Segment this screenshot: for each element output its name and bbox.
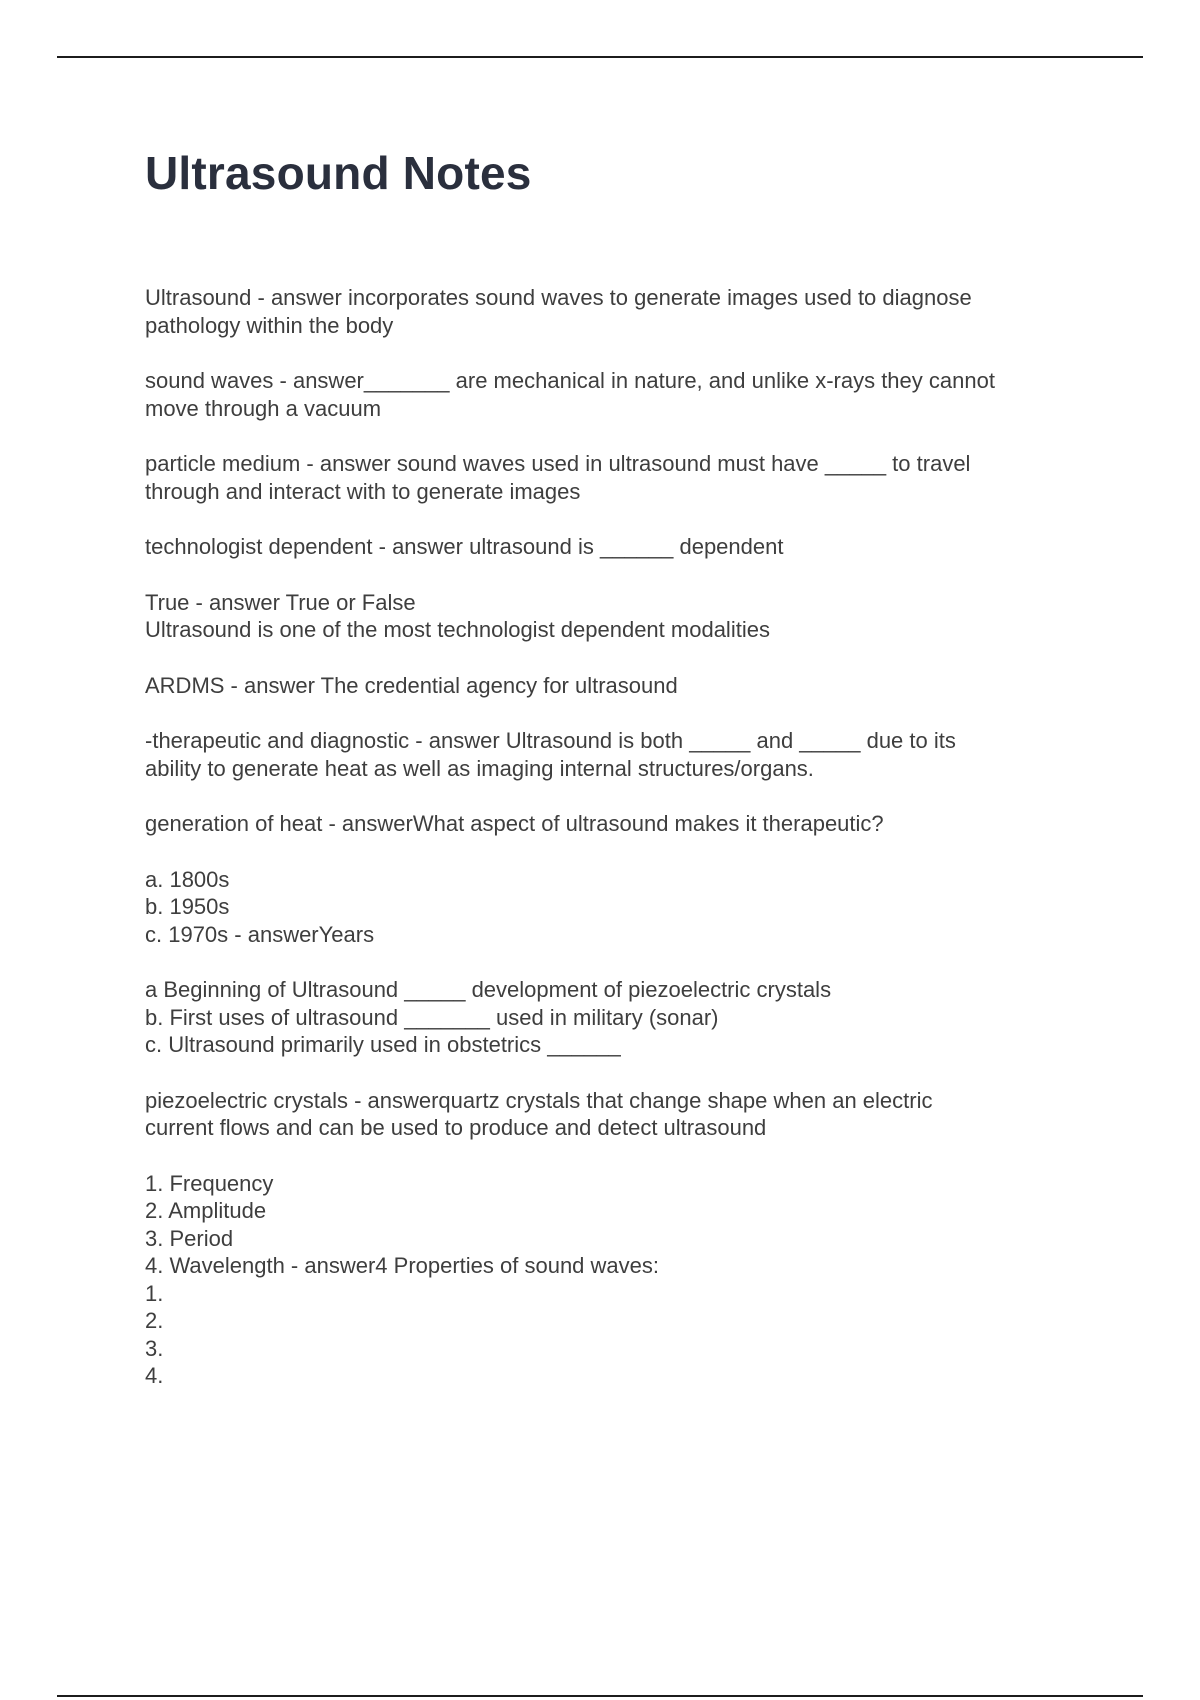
note-line: 4. [145, 1363, 164, 1388]
note-line: particle medium - answer sound waves used in ultrasound must have _____ to travel [145, 451, 971, 476]
note-line: a. 1800s [145, 866, 230, 892]
note-line: through and interact with to generate images [145, 478, 581, 504]
note-line: True - answer True or False [145, 589, 416, 615]
note-line: b. First uses of ultrasound _______ used in military (sonar) [145, 1004, 719, 1030]
note-line: 3. Period [145, 1225, 234, 1251]
note-entry [145, 284, 1095, 339]
note-line: 2. [145, 1308, 164, 1333]
note-line: ability to generate heat as well as imaging internal structures/organs. [145, 755, 814, 781]
note-line: move through a vacuum [145, 395, 382, 421]
note-entry [145, 1087, 1095, 1142]
note-line: technologist dependent - answer ultrasound is ______ dependent [145, 534, 784, 559]
note-line: pathology within the body [145, 312, 394, 338]
note-line: 1. [145, 1280, 164, 1306]
note-line: b. 1950s [145, 894, 230, 919]
note-entry [145, 589, 1095, 644]
note-entry [145, 672, 1095, 700]
note-line: a Beginning of Ultrasound _____ development of piezoelectric crystals [145, 977, 832, 1002]
note-line: piezoelectric crystals - answerquartz crystals that change shape when an electric [145, 1087, 933, 1113]
note-entry [145, 367, 1095, 422]
note-entry [145, 533, 1095, 561]
note-entry [145, 866, 1095, 949]
note-line: c. 1970s - answerYears [145, 921, 375, 947]
note-entry [145, 810, 1095, 838]
note-line: 2. Amplitude [145, 1198, 267, 1223]
note-line: current flows and can be used to produce and detect ultrasound [145, 1115, 767, 1140]
note-line: sound waves - answer_______ are mechanical in nature, and unlike x-rays they cannot [145, 368, 995, 393]
footer-divider [57, 1695, 1143, 1697]
note-entry [145, 450, 1095, 505]
note-line: ARDMS - answer The credential agency for ultrasound [145, 672, 678, 698]
note-line: 1. Frequency [145, 1170, 274, 1196]
note-entry [145, 976, 1095, 1059]
notes-body [145, 284, 1095, 1418]
note-line: 3. [145, 1335, 164, 1361]
note-line: -therapeutic and diagnostic - answer Ultrasound is both _____ and _____ due to its [145, 728, 956, 753]
note-line: Ultrasound is one of the most technologist dependent modalities [145, 617, 770, 642]
header-divider [57, 56, 1143, 58]
note-entry [145, 1170, 1095, 1390]
note-line: Ultrasound - answer incorporates sound waves to generate images used to diagnose [145, 285, 972, 310]
note-entry [145, 727, 1095, 782]
note-line: 4. Wavelength - answer4 Properties of sound waves: [145, 1253, 660, 1278]
document-title: Ultrasound Notes [145, 147, 532, 199]
note-line: generation of heat - answerWhat aspect of ultrasound makes it therapeutic? [145, 811, 884, 836]
note-line: c. Ultrasound primarily used in obstetrics ______ [145, 1032, 621, 1057]
